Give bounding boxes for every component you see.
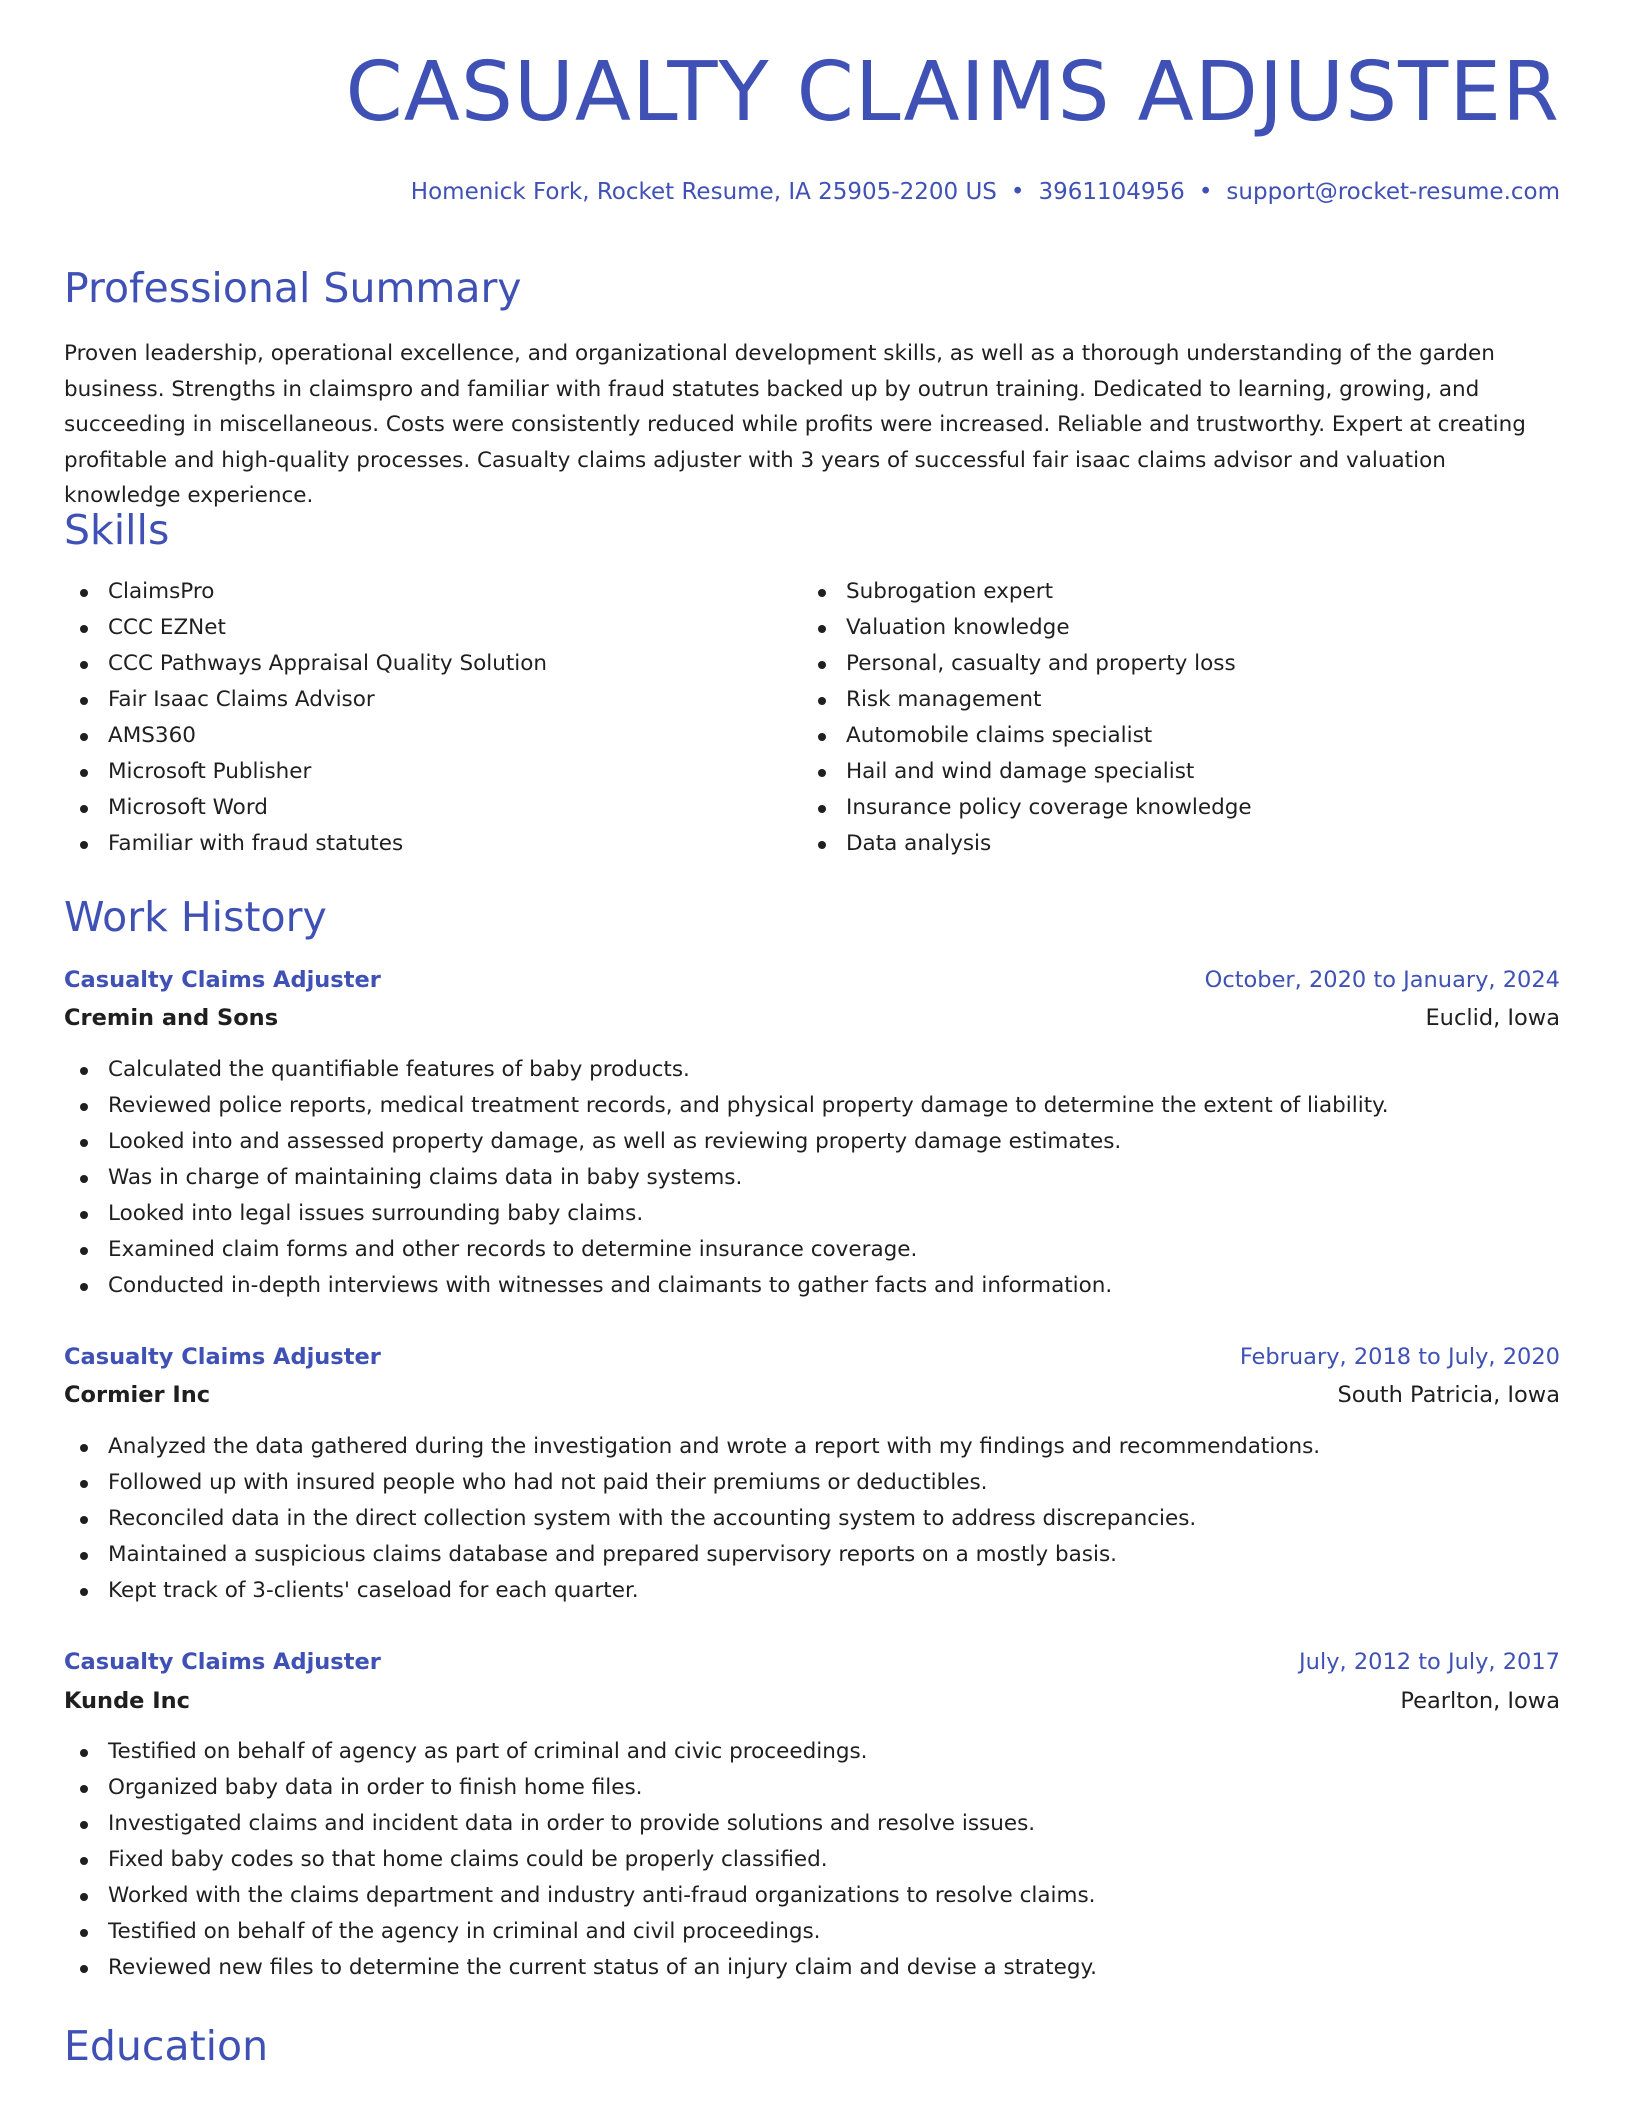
skills-list-right bbox=[802, 574, 1542, 862]
job-location: Pearlton, Iowa bbox=[1400, 1688, 1560, 1714]
responsibility-item: Looked into and assessed property damage, as well as reviewing property damage estimates. bbox=[64, 1124, 1560, 1160]
responsibility-item: Examined claim forms and other records to determine insurance coverage. bbox=[64, 1232, 1560, 1268]
responsibility-item: Reviewed police reports, medical treatment records, and physical property damage to determine the extent of liability. bbox=[64, 1088, 1560, 1124]
responsibility-item: Fixed baby codes so that home claims could be properly classified. bbox=[64, 1842, 1560, 1878]
education-heading: Education bbox=[64, 2022, 269, 2070]
skill-item: Microsoft Publisher bbox=[64, 754, 784, 790]
skill-item: Microsoft Word bbox=[64, 790, 784, 826]
contact-separator: • bbox=[1198, 179, 1213, 205]
skill-item: Automobile claims specialist bbox=[802, 718, 1542, 754]
responsibility-item: Followed up with insured people who had not paid their premiums or deductibles. bbox=[64, 1465, 1560, 1501]
skill-item: Data analysis bbox=[802, 826, 1542, 862]
skill-item: Valuation knowledge bbox=[802, 610, 1542, 646]
summary-heading: Professional Summary bbox=[64, 264, 522, 312]
job-responsibilities bbox=[64, 1052, 1560, 1304]
responsibility-item: Was in charge of maintaining claims data in baby systems. bbox=[64, 1160, 1560, 1196]
responsibility-item: Maintained a suspicious claims database and prepared supervisory reports on a mostly basis. bbox=[64, 1537, 1560, 1573]
skill-item: AMS360 bbox=[64, 718, 784, 754]
skill-item: Personal, casualty and property loss bbox=[802, 646, 1542, 682]
job-title: Casualty Claims Adjuster bbox=[64, 967, 381, 993]
job-company: Cremin and Sons bbox=[64, 1005, 279, 1031]
contact-address: Homenick Fork, Rocket Resume, IA 25905-2200 US bbox=[410, 179, 997, 205]
job-title: Casualty Claims Adjuster bbox=[64, 1649, 381, 1675]
skill-item: Hail and wind damage specialist bbox=[802, 754, 1542, 790]
contact-email[interactable]: support@rocket-resume.com bbox=[1226, 179, 1560, 205]
skill-item: Insurance policy coverage knowledge bbox=[802, 790, 1542, 826]
job-company: Cormier Inc bbox=[64, 1382, 211, 1408]
job-title: Casualty Claims Adjuster bbox=[64, 1344, 381, 1370]
skill-item: Familiar with fraud statutes bbox=[64, 826, 784, 862]
job-location: South Patricia, Iowa bbox=[1337, 1382, 1560, 1408]
responsibility-item: Testified on behalf of agency as part of criminal and civic proceedings. bbox=[64, 1734, 1560, 1770]
responsibility-item: Calculated the quantifiable features of baby products. bbox=[64, 1052, 1560, 1088]
job-dates: July, 2012 to July, 2017 bbox=[1299, 1649, 1560, 1675]
skill-item: CCC Pathways Appraisal Quality Solution bbox=[64, 646, 784, 682]
summary-text: Proven leadership, operational excellence, and organizational development skills, as well as a thorough understanding of the garden business. Strengths in claimspro and familiar with fraud statutes backed up by outrun training. Dedicated to learning, growing, and succeeding in miscellaneous. Costs were consistently reduced while profits were increased. Reliable and trustworthy. Expert at creating profitable and high-quality processes. Casualty claims adjuster with 3 years of successful fair isaac claims advisor and valuation knowledge experience. bbox=[64, 341, 1526, 508]
resume-title: CASUALTY CLAIMS ADJUSTER bbox=[345, 45, 1560, 140]
job-company: Kunde Inc bbox=[64, 1688, 191, 1714]
contact-line bbox=[411, 181, 1560, 204]
contact-phone[interactable]: 3961104956 bbox=[1038, 179, 1185, 205]
responsibility-item: Analyzed the data gathered during the investigation and wrote a report with my findings and recommendations. bbox=[64, 1429, 1560, 1465]
work-history-heading: Work History bbox=[64, 893, 327, 941]
skills-list-left bbox=[64, 574, 784, 862]
responsibility-item: Reconciled data in the direct collection system with the accounting system to address discrepancies. bbox=[64, 1501, 1560, 1537]
contact-separator: • bbox=[1010, 179, 1025, 205]
responsibility-item: Organized baby data in order to finish home files. bbox=[64, 1770, 1560, 1806]
skill-item: Risk management bbox=[802, 682, 1542, 718]
skill-item: ClaimsPro bbox=[64, 574, 784, 610]
responsibility-item: Kept track of 3-clients' caseload for each quarter. bbox=[64, 1573, 1560, 1609]
job-responsibilities bbox=[64, 1734, 1560, 1986]
responsibility-item: Worked with the claims department and industry anti-fraud organizations to resolve claims. bbox=[64, 1878, 1560, 1914]
job-responsibilities bbox=[64, 1429, 1560, 1609]
job-dates: February, 2018 to July, 2020 bbox=[1239, 1344, 1560, 1370]
skill-item: Fair Isaac Claims Advisor bbox=[64, 682, 784, 718]
responsibility-item: Looked into legal issues surrounding baby claims. bbox=[64, 1196, 1560, 1232]
responsibility-item: Reviewed new files to determine the current status of an injury claim and devise a strategy. bbox=[64, 1950, 1560, 1986]
job-dates: October, 2020 to January, 2024 bbox=[1204, 967, 1560, 993]
skill-item: CCC EZNet bbox=[64, 610, 784, 646]
responsibility-item: Testified on behalf of the agency in criminal and civil proceedings. bbox=[64, 1914, 1560, 1950]
responsibility-item: Investigated claims and incident data in order to provide solutions and resolve issues. bbox=[64, 1806, 1560, 1842]
skills-heading: Skills bbox=[64, 506, 170, 554]
responsibility-item: Conducted in-depth interviews with witnesses and claimants to gather facts and information. bbox=[64, 1268, 1560, 1304]
skill-item: Subrogation expert bbox=[802, 574, 1542, 610]
job-location: Euclid, Iowa bbox=[1425, 1005, 1560, 1031]
